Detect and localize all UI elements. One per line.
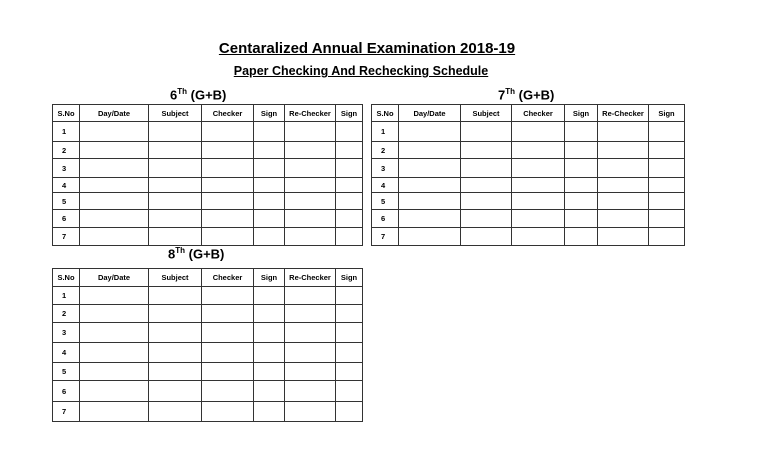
empty-cell [80,228,149,246]
empty-cell [80,193,149,210]
empty-cell [285,381,336,402]
empty-cell [254,343,285,363]
schedule-table-1 [52,104,363,246]
empty-cell [254,363,285,381]
empty-cell [285,159,336,178]
empty-cell [285,122,336,142]
empty-cell [80,363,149,381]
empty-cell [202,343,254,363]
empty-cell [254,142,285,159]
column-header: Sign [565,105,598,122]
empty-cell [285,305,336,323]
empty-cell [285,142,336,159]
empty-cell [649,142,685,159]
empty-cell [202,305,254,323]
empty-cell [149,305,202,323]
empty-cell [512,122,565,142]
empty-cell [336,142,363,159]
empty-cell [202,210,254,228]
serial-number-cell: 1 [53,287,80,305]
empty-cell [202,402,254,422]
section-heading-1 [170,87,226,102]
empty-cell [598,193,649,210]
section-class-suffix: (G+B) [185,246,225,262]
table-row [53,210,363,228]
empty-cell [285,193,336,210]
column-header: Subject [149,269,202,287]
column-header: S.No [53,105,80,122]
empty-cell [336,193,363,210]
empty-cell [80,402,149,422]
empty-cell [399,122,461,142]
table-row [372,159,685,178]
column-header: Day/Date [80,269,149,287]
empty-cell [254,381,285,402]
empty-cell [565,228,598,246]
empty-cell [461,228,512,246]
empty-cell [598,159,649,178]
empty-cell [336,305,363,323]
empty-cell [461,159,512,178]
empty-cell [149,381,202,402]
empty-cell [254,178,285,193]
empty-cell [149,159,202,178]
empty-cell [336,323,363,343]
empty-cell [336,122,363,142]
column-header: Sign [336,269,363,287]
table-row [372,142,685,159]
column-header: Re-Checker [598,105,649,122]
empty-cell [336,228,363,246]
column-header: Checker [512,105,565,122]
empty-cell [565,193,598,210]
column-header: Subject [149,105,202,122]
table-header-row [53,269,363,287]
empty-cell [202,142,254,159]
empty-cell [149,323,202,343]
empty-cell [399,159,461,178]
section-class-number: 8 [168,246,176,262]
serial-number-cell: 2 [53,142,80,159]
empty-cell [285,402,336,422]
column-header: Re-Checker [285,269,336,287]
table-row [372,122,685,142]
empty-cell [336,402,363,422]
empty-cell [336,287,363,305]
table-row [53,159,363,178]
empty-cell [649,228,685,246]
empty-cell [285,363,336,381]
serial-number-cell: 5 [53,363,80,381]
table-row [372,193,685,210]
column-header: Day/Date [80,105,149,122]
empty-cell [336,381,363,402]
section-heading-3 [168,246,224,261]
schedule-table-3 [52,268,363,422]
column-header: Sign [336,105,363,122]
empty-cell [649,178,685,193]
serial-number-cell: 6 [372,210,399,228]
empty-cell [512,193,565,210]
table-row [372,178,685,193]
column-header: Checker [202,269,254,287]
empty-cell [598,122,649,142]
empty-cell [202,122,254,142]
empty-cell [598,228,649,246]
section-class-superscript: Th [175,246,186,255]
section-heading-2 [498,87,554,102]
serial-number-cell: 5 [53,193,80,210]
empty-cell [336,363,363,381]
empty-cell [512,228,565,246]
table-row [53,363,363,381]
empty-cell [336,210,363,228]
table-row [53,287,363,305]
section-class-suffix: (G+B) [515,87,555,103]
serial-number-cell: 4 [53,343,80,363]
table-header-row [372,105,685,122]
empty-cell [254,305,285,323]
column-header: Re-Checker [285,105,336,122]
column-header: Sign [254,269,285,287]
table-row [53,178,363,193]
empty-cell [149,402,202,422]
section-class-number: 7 [498,87,506,103]
schedule-table-2 [371,104,685,246]
empty-cell [80,381,149,402]
serial-number-cell: 3 [53,323,80,343]
empty-cell [202,178,254,193]
empty-cell [565,210,598,228]
table-row [372,210,685,228]
empty-cell [512,210,565,228]
serial-number-cell: 1 [53,122,80,142]
serial-number-cell: 7 [372,228,399,246]
column-header: Subject [461,105,512,122]
serial-number-cell: 3 [372,159,399,178]
serial-number-cell: 2 [53,305,80,323]
empty-cell [461,122,512,142]
empty-cell [461,142,512,159]
empty-cell [149,287,202,305]
serial-number-cell: 4 [53,178,80,193]
section-class-number: 6 [170,87,178,103]
empty-cell [80,178,149,193]
empty-cell [461,178,512,193]
empty-cell [80,343,149,363]
empty-cell [461,193,512,210]
empty-cell [149,193,202,210]
empty-cell [80,287,149,305]
empty-cell [512,178,565,193]
table-row [372,228,685,246]
table-row [53,402,363,422]
table-header-row [53,105,363,122]
empty-cell [399,228,461,246]
empty-cell [202,228,254,246]
empty-cell [461,210,512,228]
table-row [53,305,363,323]
empty-cell [202,323,254,343]
empty-cell [202,287,254,305]
empty-cell [565,178,598,193]
serial-number-cell: 2 [372,142,399,159]
empty-cell [149,363,202,381]
empty-cell [254,210,285,228]
serial-number-cell: 1 [372,122,399,142]
empty-cell [649,210,685,228]
empty-cell [598,142,649,159]
empty-cell [336,343,363,363]
section-class-superscript: Th [177,87,188,96]
empty-cell [565,142,598,159]
empty-cell [149,343,202,363]
empty-cell [598,178,649,193]
empty-cell [512,159,565,178]
empty-cell [399,142,461,159]
column-header: S.No [53,269,80,287]
empty-cell [254,402,285,422]
empty-cell [80,122,149,142]
empty-cell [202,363,254,381]
empty-cell [149,122,202,142]
empty-cell [649,159,685,178]
empty-cell [254,122,285,142]
empty-cell [202,159,254,178]
serial-number-cell: 4 [372,178,399,193]
empty-cell [399,210,461,228]
column-header: Checker [202,105,254,122]
serial-number-cell: 6 [53,381,80,402]
empty-cell [80,305,149,323]
empty-cell [80,142,149,159]
table-row [53,193,363,210]
empty-cell [565,122,598,142]
empty-cell [399,178,461,193]
table-row [53,122,363,142]
section-class-suffix: (G+B) [187,87,227,103]
empty-cell [149,210,202,228]
empty-cell [285,287,336,305]
column-header: Day/Date [399,105,461,122]
column-header: S.No [372,105,399,122]
serial-number-cell: 5 [372,193,399,210]
empty-cell [512,142,565,159]
empty-cell [649,193,685,210]
table-row [53,323,363,343]
empty-cell [285,210,336,228]
empty-cell [285,323,336,343]
empty-cell [80,159,149,178]
empty-cell [254,228,285,246]
empty-cell [254,287,285,305]
table-row [53,142,363,159]
empty-cell [254,159,285,178]
column-header: Sign [254,105,285,122]
empty-cell [336,159,363,178]
empty-cell [149,142,202,159]
empty-cell [336,178,363,193]
serial-number-cell: 3 [53,159,80,178]
table-row [53,228,363,246]
empty-cell [285,343,336,363]
empty-cell [202,381,254,402]
empty-cell [399,193,461,210]
empty-cell [649,122,685,142]
section-class-superscript: Th [505,87,516,96]
table-row [53,381,363,402]
empty-cell [149,228,202,246]
column-header: Sign [649,105,685,122]
empty-cell [254,323,285,343]
serial-number-cell: 6 [53,210,80,228]
empty-cell [80,210,149,228]
empty-cell [285,178,336,193]
serial-number-cell: 7 [53,228,80,246]
document-title: Centaralized Annual Examination 2018-19 [218,40,516,57]
document-subtitle: Paper Checking And Rechecking Schedule [233,64,489,78]
empty-cell [254,193,285,210]
empty-cell [202,193,254,210]
empty-cell [565,159,598,178]
serial-number-cell: 7 [53,402,80,422]
empty-cell [598,210,649,228]
empty-cell [80,323,149,343]
empty-cell [149,178,202,193]
empty-cell [285,228,336,246]
table-row [53,343,363,363]
